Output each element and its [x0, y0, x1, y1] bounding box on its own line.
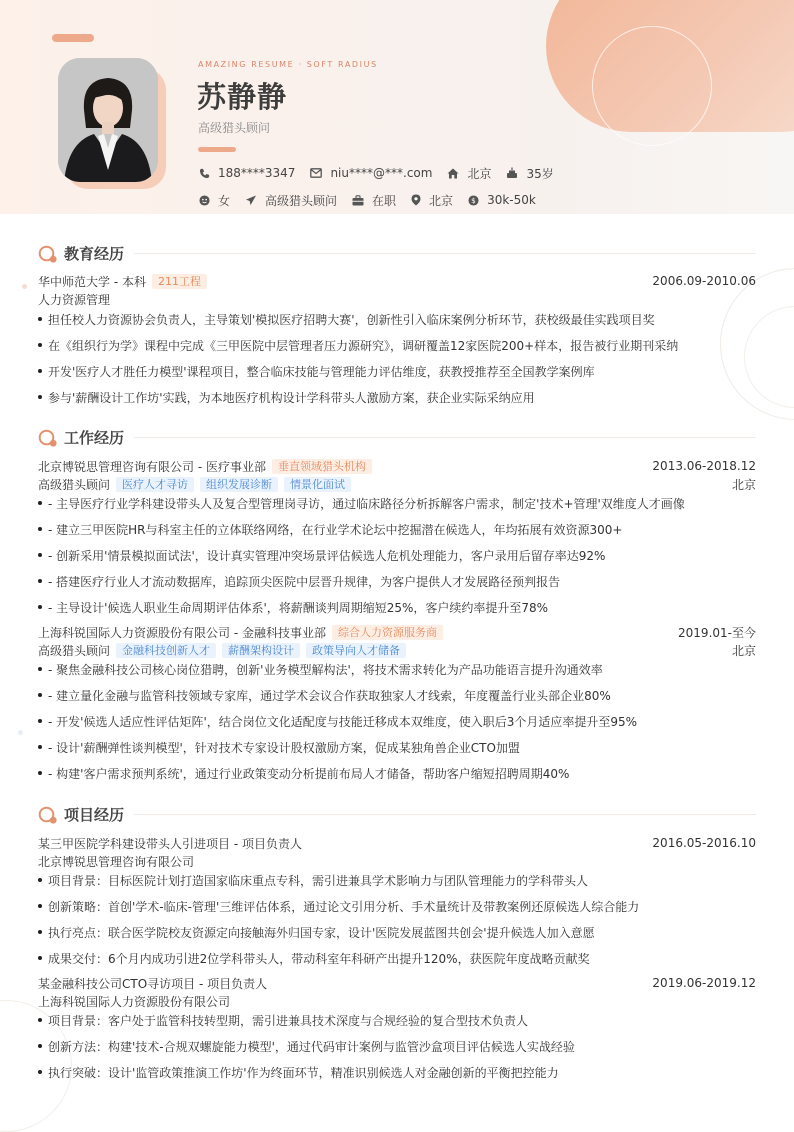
school-name: 华中师范大学 - 本科: [38, 274, 146, 289]
list-item: 担任校人力资源协会负责人，主导策划'模拟医疗招聘大赛'，创新性引入临床案例分析环节，获校级最佳实践项目奖: [38, 310, 756, 328]
city-value: 北京: [467, 166, 492, 181]
project-date: 2019.06-2019.12: [652, 976, 756, 990]
list-item: 执行突破：设计'监管政策推演工作坊'作为终面环节，精准识别候选人对金融创新的平衡把控能力: [38, 1063, 756, 1081]
job-role-row: [38, 641, 756, 659]
list-item: 在《组织行为学》课程中完成《三甲医院中层管理者压力源研究》，调研覆盖12家医院200+样本，报告被行业期刊采纳: [38, 336, 756, 354]
search-icon: [38, 244, 58, 264]
skill-tag: 金融科技创新人才: [116, 643, 216, 658]
send-icon: [245, 195, 257, 206]
accent-bar: [198, 147, 236, 152]
decorative-ring: [592, 26, 712, 146]
target-role-value: 高级猎头顾问: [265, 193, 338, 208]
list-item: 成果交付：6个月内成功引进2位学科带头人，带动科室年科研产出提升120%，获医院年度战略贡献奖: [38, 949, 756, 967]
list-item: - 创新采用'情景模拟面试法'，设计真实管理冲突场景评估候选人危机处理能力，客户录用后留存率达92%: [38, 546, 756, 564]
list-item: - 构建'客户需求预判系统'，通过行业政策变动分析提前布局人才储备，帮助客户缩短招聘周期40%: [38, 764, 756, 782]
search-icon: [38, 805, 58, 825]
job-role: 高级猎头顾问: [38, 477, 111, 492]
project-org: 北京博锐思管理咨询有限公司: [38, 854, 195, 869]
project-date: 2016.05-2016.10: [652, 836, 756, 850]
job-entry-header: [38, 623, 756, 641]
list-item: 执行亮点：联合医学院校友资源定向接触海外归国专家，设计'医院发展蓝图共创会'提升候选人加入意愿: [38, 923, 756, 941]
job-role-row: [38, 475, 756, 493]
search-icon: [38, 428, 58, 448]
home-icon: [447, 168, 459, 179]
skill-tag: 情景化面试: [284, 477, 351, 492]
accent-bar: [52, 34, 94, 42]
phone-item: [199, 166, 295, 180]
list-item: - 主导设计'候选人职业生命周期评估体系'，将薪酬谈判周期缩短25%，客户续约率提升至78%: [38, 598, 756, 616]
job-city: 北京: [731, 643, 756, 658]
location-value: 北京: [429, 193, 454, 208]
list-item: - 开发'候选人适应性评估矩阵'，结合岗位文化适配度与技能迁移成本双维度，使入职后3个月适应率提升至95%: [38, 712, 756, 730]
list-item: 创新策略：首创'学术-临床-管理'三维评估体系，通过论文引用分析、手术量统计及带教案例还原候选人综合能力: [38, 897, 756, 915]
gender-value: 女: [218, 193, 231, 208]
project-name: 某三甲医院学科建设带头人引进项目 - 项目负责人: [38, 836, 302, 851]
education-section-title: 教育经历: [38, 243, 756, 264]
job-role: 高级猎头顾问: [38, 643, 111, 658]
work-section-title: 工作经历: [38, 427, 756, 448]
gender-icon: [199, 195, 210, 206]
list-item: - 建立三甲医院HR与科室主任的立体联络网络，在行业学术论坛中挖掘潜在候选人，年均拓展有效资源300+: [38, 520, 756, 538]
list-item: - 聚焦金融科技公司核心岗位猎聘，创新'业务模型解构法'，将技术需求转化为产品功能语言提升沟通效率: [38, 660, 756, 678]
profile-info-row: [199, 192, 551, 208]
company-name: 北京博锐思管理咨询有限公司 - 医疗事业部: [38, 459, 266, 474]
salary-icon: [468, 195, 479, 206]
age-icon: [506, 167, 518, 179]
projects-section-title: 项目经历: [38, 804, 756, 825]
education-entry-header: [38, 272, 756, 290]
job-title: 高级猎头顾问: [198, 121, 271, 135]
location-item: [411, 192, 453, 209]
job-entry-header: [38, 457, 756, 475]
contact-info-row: [199, 165, 569, 181]
city-item: [447, 165, 491, 182]
age-value: 35岁: [526, 166, 554, 181]
job-date: 2019.01-至今: [678, 625, 756, 640]
phone-icon: [199, 168, 210, 179]
email-value: niu****@***.com: [330, 166, 433, 180]
list-item: 参与'薪酬设计工作坊'实践，为本地医疗机构设计学科带头人激励方案，获企业实际采纳应用: [38, 388, 756, 406]
job-date: 2013.06-2018.12: [652, 459, 756, 473]
mail-icon: [310, 168, 322, 178]
status-value: 在职: [372, 193, 397, 208]
list-item: 创新方法：构建'技术-合规双螺旋能力模型'，通过代码审计案例与监管沙盒项目评估候选人实战经验: [38, 1037, 756, 1055]
target-role-item: [245, 192, 337, 209]
education-date: 2006.09-2010.06: [652, 274, 756, 288]
company-tag: 垂直领域猎头机构: [272, 459, 372, 474]
skill-tag: 组织发展诊断: [200, 477, 278, 492]
candidate-name: 苏静静: [197, 80, 288, 114]
project-org: 上海科锐国际人力资源股份有限公司: [38, 994, 231, 1009]
list-item: 开发'医疗人才胜任力模型'课程项目，整合临床技能与管理能力评估维度，获教授推荐至全国教学案例库: [38, 362, 756, 380]
list-item: 项目背景：目标医院计划打造国家临床重点专科，需引进兼具学术影响力与团队管理能力的学科带头人: [38, 871, 756, 889]
decorative-dot: [18, 730, 23, 735]
phone-value: 188****3347: [218, 166, 296, 180]
skill-tag: 医疗人才寻访: [116, 477, 194, 492]
major: 人力资源管理: [38, 292, 111, 307]
svg-text:$: $: [471, 195, 476, 205]
location-icon: [411, 194, 421, 206]
tagline: AMAZING RESUME · SOFT RADIUS: [198, 60, 378, 69]
salary-value: 30k-50k: [487, 193, 536, 207]
skill-tag: 薪酬架构设计: [222, 643, 300, 658]
gender-item: [199, 192, 230, 209]
job-city: 北京: [731, 477, 756, 492]
project-name: 某金融科技公司CTO寻访项目 - 项目负责人: [38, 976, 268, 991]
briefcase-icon: [352, 195, 364, 206]
email-item: [310, 166, 432, 180]
list-item: - 设计'薪酬弹性谈判模型'，针对技术专家设计股权激励方案，促成某独角兽企业CTO加盟: [38, 738, 756, 756]
list-item: - 建立量化金融与监管科技领域专家库，通过学术会议合作获取独家人才线索，年度覆盖行业头部企业80%: [38, 686, 756, 704]
project-entry-header: [38, 974, 756, 992]
list-item: - 主导医疗行业学科建设带头人及复合型管理岗寻访，通过临床路径分析拆解客户需求，制定'技术+管理'双维度人才画像: [38, 494, 756, 512]
list-item: 项目背景：客户处于监管科技转型期，需引进兼具技术深度与合规经验的复合型技术负责人: [38, 1011, 756, 1029]
salary-item: [468, 193, 536, 207]
profile-photo: [58, 58, 158, 182]
company-name: 上海科锐国际人力资源股份有限公司 - 金融科技事业部: [38, 625, 326, 640]
decorative-dot: [22, 284, 27, 289]
list-item: - 搭建医疗行业人才流动数据库，追踪顶尖医院中层晋升规律，为客户提供人才发展路径预判报告: [38, 572, 756, 590]
project-entry-header: [38, 834, 756, 852]
company-tag: 综合人力资源服务商: [332, 625, 443, 640]
status-item: [352, 192, 396, 209]
age-item: [506, 165, 553, 182]
skill-tag: 政策导向人才储备: [306, 643, 406, 658]
school-tag: 211工程: [152, 274, 207, 289]
